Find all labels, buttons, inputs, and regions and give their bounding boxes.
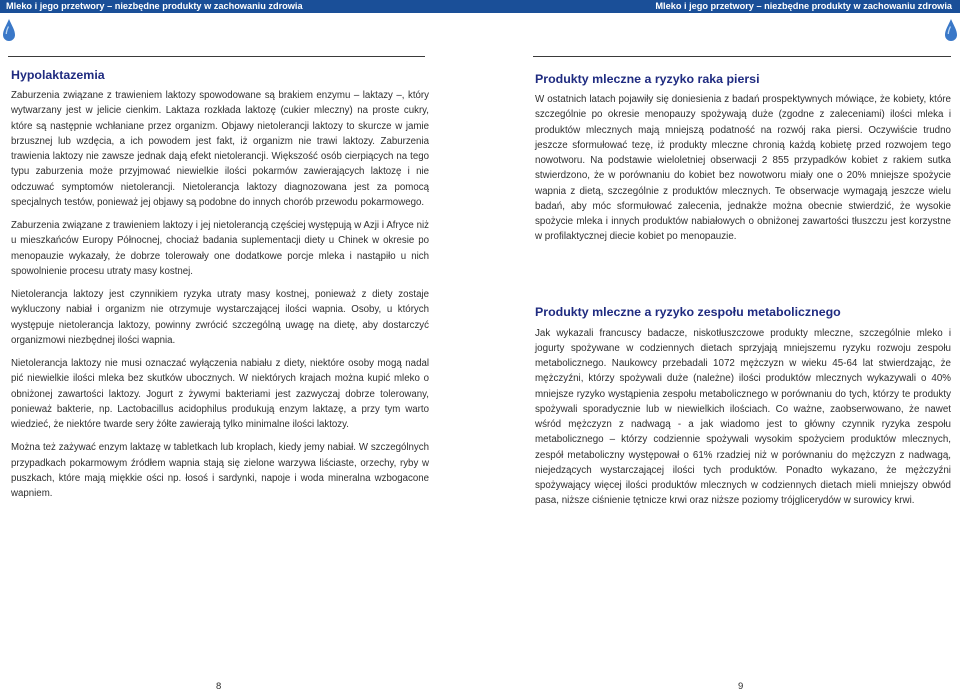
section-heading-metabolic-syndrome: Produkty mleczne a ryzyko zespołu metabolicznego: [535, 304, 841, 319]
paragraph: Nietolerancja laktozy nie musi oznaczać wyłączenia nabiału z diety, niektóre osoby mogą nadal pić niewielkie ilości mleka bez skutków ubocznych. W niektórych krajach można kupić mleko o obniżonej zawartości laktozy. Jogurt z żywymi bakteriami jest zazwyczaj dobrze tolerowany, ponieważ bakterie, np. Lactobacillus acidophilus produkują enzym laktazę, a przy tym warto wiedzieć, że niektóre twarde sery żółte zawierają tylko minimalne ilości laktozy.: [11, 358, 429, 430]
page-number-right: 9: [738, 681, 744, 692]
page-number-left: 8: [216, 681, 222, 692]
paragraph: Zaburzenia związane z trawieniem laktozy spowodowane są brakiem enzymu – laktazy –, który wytwarzany jest w jelicie cienkim. Laktaza rozkłada laktozę (cukier mleczny) na proste cukry, które są następnie wchłaniane przez organizm. Objawy nietolerancji laktozy to skurcze w jamie brzusznej lub wzdęcia, a ich powodem jest fakt, iż organizm nie trawi laktozy. Zaburzenia trawienia laktozy nie zawsze jednak dają efekt nietolerancji. Większość osób cierpiących na tego typu zaburzenia może przyjmować niewielkie ilości pokarmów zawierających laktozę i nie odczuwać symptomów nietolerancji. Nietolerancja laktozy diagnozowana jest za pomocą specjalnych testów, ponieważ jej objawy są podobne do innych chorób przewodu pokarmowego.: [11, 90, 429, 208]
paragraph: Można też zażywać enzym laktazę w tabletkach lub kroplach, kiedy jemy nabiał. W szczególnych przypadkach pokarmowym źródłem wapnia stają się zielone warzywa liściaste, orzechy, ryby w puszkach, które mają miękkie ości np. łosoś i sardynki, napoje i woda mineralna wzbogacone wapniem.: [11, 442, 429, 499]
header-title-right: Mleko i jego przetwory – niezbędne produkty w zachowaniu zdrowia: [655, 1, 952, 11]
paragraph: Jak wykazali francuscy badacze, niskotłuszczowe produkty mleczne, szczególnie mleko i jogurty spożywane w codziennych dietach sprzyjają mniejszemu ryzyku rozwoju zespołu metabolicznego. Naukowcy przebadali 1072 mężczyzn w wieku 45-64 lat stwierdzając, że mężczyźni, którzy spożywali duże (należne) ilości produktów mlecznych wykazywali o 40% mniejsze ryzyko wystąpienia zespołu metabolicznego w porównaniu do tych, którzy te produkty spożywali sporadycznie lub w niewielkich ilościach. Co ważne, zaobserwowano, że nawet wśród mężczyzn z nadwagą - a jak wiadomo jest to główny czynnik ryzyka zespołu metabolicznego – którzy codziennie spożywali wysokim spożyciem produktów mlecznych, zespół metaboliczny występował o 61% rzadziej niż w porównaniu do mężczyzn z nadwagą, niejedzących wystarczającej ilości tych produktów. Ponadto wykazano, że mężczyźni spożywający więcej ilości produktów mlecznych w codziennych dietach mieli mniejszy obwód pasa, niższe ciśnienie tętnicze krwi oraz niższe poziomy trójglicerydów w surowicy krwi.: [535, 327, 951, 507]
header-divider-right: [533, 56, 951, 57]
water-drop-icon: [2, 18, 16, 44]
section-heading-breast-cancer: Produkty mleczne a ryzyko raka piersi: [535, 72, 760, 86]
header-divider-left: [8, 56, 425, 57]
paragraph: Nietolerancja laktozy jest czynnikiem ryzyka utraty masy kostnej, ponieważ z diety zostaje wykluczony nabiał i organizm nie otrzymuje wystarczającej ilości wapnia. Osoby, u których występuje nietolerancja laktozy, powinny zwrócić szczególną uwagę na dietę, aby dostarczyć organizmowi niezbędnej ilości wapnia.: [11, 289, 429, 346]
left-page-column: [11, 68, 429, 509]
section-heading-hypolaktazemia: Hypolaktazemia: [11, 68, 105, 82]
paragraph: W ostatnich latach pojawiły się doniesienia z badań prospektywnych mówiące, że kobiety, które szczególnie po okresie menopauzy spożywają duże (zgodne z zaleceniami) ilości mleka i produktów mlecznych mają mniejszą podatność na rozwój raka piersi. Oczywiście trudno jeszcze sformułować tezę, iż produkty mleczne chronią każdą kobietę przed rozwojem tego nowotworu. Na podstawie wieloletniej obserwacji 2 855 przypadków kobiet z rakiem sutka stwierdzono, że w porównaniu do kobiet bez nowotworu miały one o 20% mniejsze spożycie wapnia z dietą, szczególnie z produktów mlecznych. Te obserwacje wymagają jeszcze wielu badań, aby móc sformułować zalecenia, jednakże można obecnie stwierdzić, że wysokie spożycie mleka i innych produktów nabiałowych o obniżonej zawartości tłuszczu jest korzystne w profilaktycznej diecie kobiet po menopauzie.: [535, 94, 951, 243]
page-header-bar: [0, 0, 960, 13]
paragraph: Zaburzenia związane z trawieniem laktozy i jej nietolerancją częściej występują w Azji i Afryce niż u mieszkańców Europy Północnej, chociaż badania suplementacji diety u Chinek w okresie po menopauzie wykazały, że dobrze tolerowały one dodatkowe porcje mleka i nastąpiło u nich spowolnienie procesu utraty masy kostnej.: [11, 220, 429, 277]
water-drop-icon: [944, 18, 958, 44]
header-title-left: Mleko i jego przetwory – niezbędne produkty w zachowaniu zdrowia: [6, 1, 303, 11]
right-page-column: [535, 68, 951, 509]
